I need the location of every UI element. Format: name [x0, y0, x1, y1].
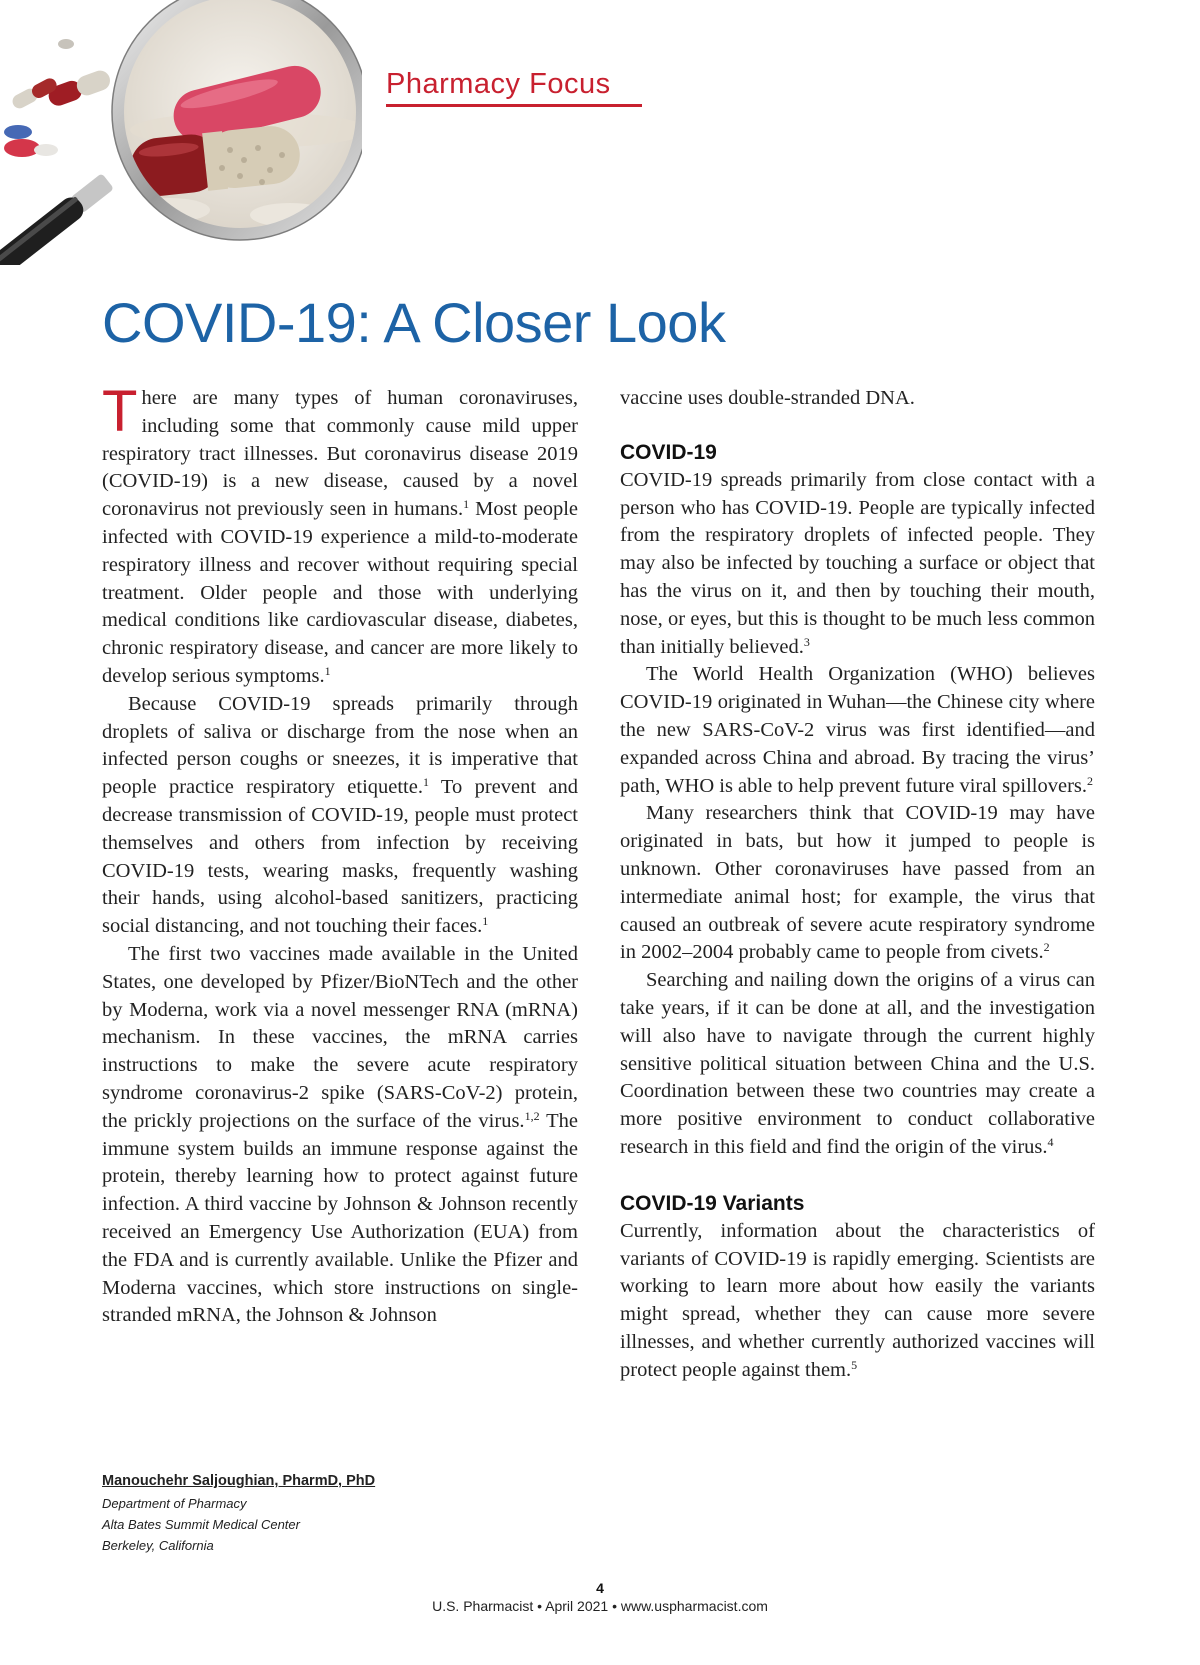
left-column — [102, 379, 578, 1330]
reference-mark: 1 — [324, 663, 331, 678]
section-heading-covid19: COVID-19 — [620, 440, 717, 464]
reference-mark: 1 — [422, 775, 429, 790]
paragraph-variants — [620, 1218, 1095, 1385]
paragraph-text: Searching and nailing down the origins of a virus can take years, if it can be done at all, and the investigation will also have to navigate through the current highly sensitive political situation between China and the U.S. Coordination between these two countries may create a more positive environment to conduct collaborative research in this field and find the origin of the virus. — [620, 969, 1095, 1158]
paragraph-origins — [620, 967, 1095, 1162]
paragraph-text: Because COVID-19 spreads primarily through droplets of saliva or discharge from the nose when an infected person coughs or sneezes, it is imperative that people practice respiratory etiquette. — [102, 692, 578, 799]
author-department: Department of Pharmacy — [102, 1496, 247, 1511]
author-location: Berkeley, California — [102, 1538, 214, 1553]
paragraph-text: The first two vaccines made available in the United States, one developed by Pfizer/BioNTech and the other by Moderna, work via a novel messenger RNA (mRNA) mechanism. In these vaccines, the mRNA carries instructions to make the severe acute respiratory syndrome coronavirus-2 spike (SARS-CoV-2) protein, the prickly projections on the surface of the virus. — [102, 942, 578, 1132]
reference-mark: 1 — [463, 497, 470, 512]
paragraph-vaccines — [102, 941, 578, 1330]
author-block — [102, 1473, 375, 1556]
paragraph-text: Many researchers think that COVID-19 may have originated in bats, but how it jumped to people is unknown. Other coronaviruses have passed from an intermediate animal host; for example, the virus that caused an outbreak of severe acute respiratory syndrome in 2002–2004 probably came to people from civets. — [620, 802, 1095, 964]
paragraph-text: The immune system builds an immune response against the protein, thereby learning how to protect against future infection. A third vaccine by Johnson & Johnson recently received an Emergency Use Authorization (EUA) from the FDA and is currently available. Unlike the Pfizer and Moderna vaccines, which store instructions on single-stranded mRNA, the Johnson & Johnson — [102, 1109, 578, 1327]
paragraph-bats — [620, 800, 1095, 967]
paragraph-intro — [102, 379, 578, 691]
author-name: Manouchehr Saljoughian, PharmD, PhD — [102, 1473, 376, 1489]
section-label: Pharmacy Focus — [386, 68, 611, 100]
author-institution: Alta Bates Summit Medical Center — [102, 1517, 300, 1532]
reference-mark: 2 — [1043, 940, 1050, 955]
page-footer: U.S. Pharmacist • April 2021 • www.uspharmacist.com — [432, 1598, 768, 1614]
paragraph-continuation: vaccine uses double-stranded DNA. — [620, 387, 915, 409]
reference-mark: 1 — [482, 914, 489, 929]
reference-mark: 3 — [803, 634, 810, 649]
paragraph-spread — [620, 467, 1095, 662]
paragraph-who — [620, 661, 1095, 800]
reference-mark: 4 — [1047, 1134, 1054, 1149]
article-title: COVID-19: A Closer Look — [102, 291, 726, 354]
paragraph-text: To prevent and decrease transmission of COVID-19, people must protect themselves and others from infection by receiving COVID-19 tests, wearing masks, frequently washing their hands, using alcohol-based sanitizers, practicing social distancing, and not touching their faces. — [102, 776, 578, 938]
paragraph-text: The World Health Organization (WHO) believes COVID-19 originated in Wuhan—the Chinese city where the new SARS-CoV-2 virus was first identified—and expanded across China and abroad. By tracing the virus’ path, WHO is able to help prevent future viral spillovers. — [620, 663, 1095, 797]
intro-text-cont: Most people infected with COVID-19 experience a mild-to-moderate respiratory illness and recover without requiring special treatment. Older people and those with underlying medical conditions like cardiovascular disease, diabetes, chronic respiratory disease, and cancer are more likely to develop serious symptoms. — [102, 498, 578, 687]
reference-mark: 2 — [1087, 773, 1094, 788]
header-photo — [0, 0, 362, 265]
paragraph-text: Currently, information about the characteristics of variants of COVID-19 is rapidly emerging. Scientists are working to learn more about how easily the variants might spread, whether they can cause more severe illnesses, and whether currently authorized vaccines will protect people against them. — [620, 1219, 1095, 1381]
paragraph-transmission — [102, 691, 578, 941]
drop-cap: T — [102, 379, 138, 444]
section-heading-variants: COVID-19 Variants — [620, 1191, 805, 1215]
page-number: 4 — [596, 1580, 604, 1596]
reference-mark: 5 — [851, 1357, 858, 1372]
right-column — [620, 385, 1095, 1385]
magnifying-glass-pills-icon — [0, 0, 362, 265]
intro-text: here are many types of human coronaviruses, including some that commonly cause mild upper respiratory tract illnesses. But coronavirus disease 2019 (COVID-19) is a new disease, caused by a novel coronavirus not previously seen in humans. — [102, 387, 578, 521]
paragraph-text: COVID-19 spreads primarily from close contact with a person who has COVID-19. People are typically infected from the respiratory droplets of infected people. They may also be infected by touching a surface or object that has the virus on it, and then by touching their mouth, nose, or eyes, but this is thought to be much less common than initially believed. — [620, 468, 1095, 658]
reference-mark: 1,2 — [524, 1108, 540, 1123]
section-underline — [386, 104, 642, 107]
